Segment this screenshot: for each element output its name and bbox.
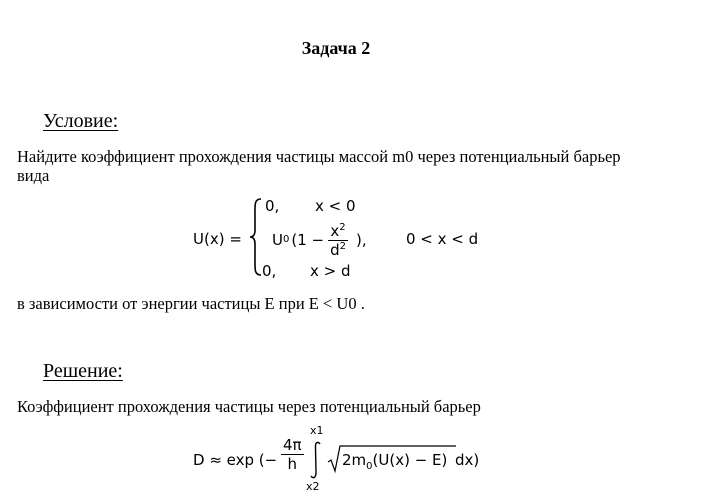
transmission-formula-lhs: D ≈ exp (−	[193, 451, 278, 469]
case2-num-sup: 2	[339, 221, 346, 233]
case2-expression: U 0 (1 − $\frac{x^2}{d^2}$ ),	[272, 221, 367, 259]
case2-prefix: U	[272, 231, 283, 249]
condition-after-text: в зависимости от энергии частицы E при E < U0 .	[17, 294, 365, 313]
root-prefix: 2m	[342, 451, 367, 469]
root-body: (U(x) − E)	[372, 451, 448, 469]
fraction-numerator: 4π	[283, 436, 302, 454]
root-radicand	[342, 451, 448, 472]
case2-den: d	[330, 240, 340, 259]
case3-condition: x > d	[310, 262, 351, 280]
case1-value: 0,	[265, 197, 280, 215]
case2-fraction	[328, 222, 348, 259]
integral-lower-limit: x2	[306, 480, 320, 493]
condition-text-line2: вида	[17, 166, 50, 185]
potential-formula-lhs: U(x) =	[193, 230, 242, 248]
case1-condition: x < 0	[315, 197, 356, 215]
case2-den-sup: 2	[339, 240, 346, 252]
case2-open: (1 −	[291, 231, 325, 249]
case3-value: 0,	[262, 262, 277, 280]
formula-tail: dx)	[455, 451, 480, 469]
transmission-fraction	[281, 436, 304, 473]
condition-text-line1: Найдите коэффициент прохождения частицы массой m0 через потенциальный барьер	[17, 147, 621, 166]
integral-upper-limit: x1	[310, 424, 324, 437]
solution-text: Коэффициент прохождения частицы через потенциальный барьер	[17, 397, 481, 416]
case2-close: ),	[356, 231, 367, 249]
root-sub: 0	[366, 461, 373, 472]
condition-heading: Условие:	[43, 110, 119, 132]
case2-condition: 0 < x < d	[406, 230, 479, 248]
task-title: Задача 2	[301, 38, 371, 58]
solution-heading: Решение:	[43, 360, 123, 382]
case2-num: x	[330, 221, 340, 240]
integral-icon	[309, 440, 323, 480]
fraction-denominator: h	[287, 455, 298, 473]
